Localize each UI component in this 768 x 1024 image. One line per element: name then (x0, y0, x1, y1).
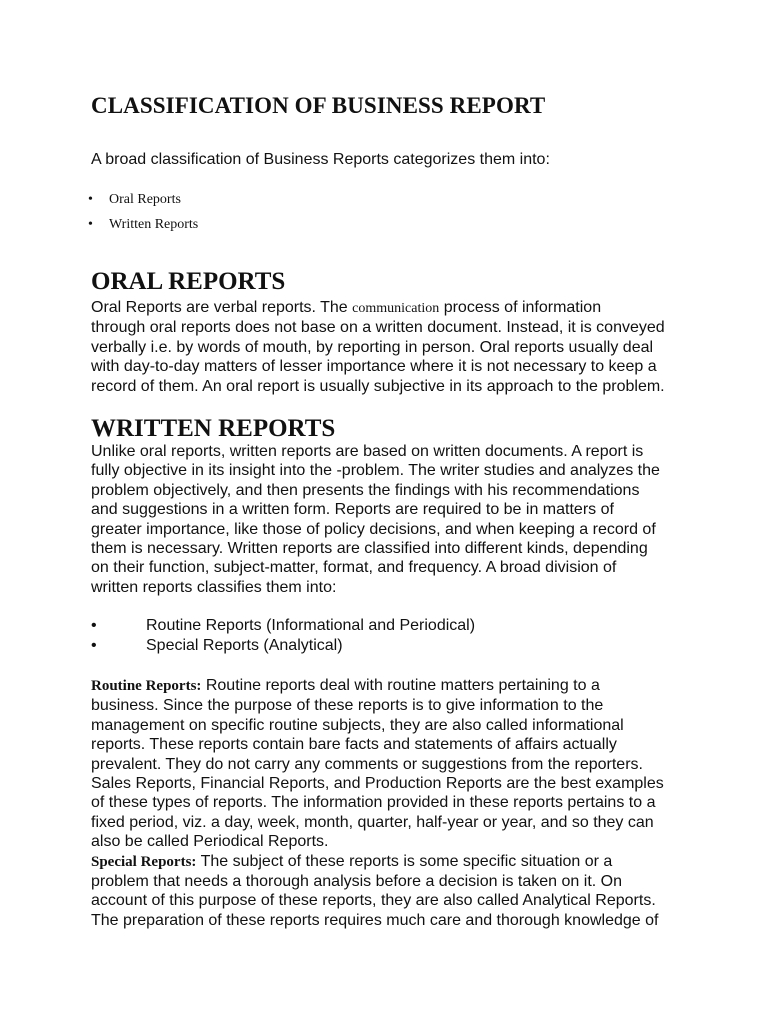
paragraph-line: Unlike oral reports, written reports are based on written documents. A report is (91, 443, 644, 460)
list-item-label: Special Reports (Analytical) (146, 637, 343, 654)
paragraph-line: greater importance, like those of policy decisions, and when keeping a record of (91, 520, 656, 538)
intro-paragraph: A broad classification of Business Reports categorizes them into: (91, 151, 550, 168)
written-report-kinds-list (91, 616, 475, 656)
paragraph-line: problem that needs a thorough analysis before a decision is taken on it. On (91, 873, 622, 891)
line-text: process of information (439, 299, 602, 316)
written-reports-heading: WRITTEN REPORTS (91, 415, 336, 442)
list-item (91, 616, 475, 636)
paragraph-line: on their function, subject-matter, format, and frequency. A broad division of (91, 559, 617, 577)
list-item (88, 190, 198, 215)
oral-reports-paragraph (91, 298, 691, 396)
line-text: Oral Reports are verbal reports. The (91, 299, 353, 316)
paragraph-line: fixed period, viz. a day, week, month, quarter, half-year or year, and so they can (91, 813, 654, 831)
paragraph-line: and suggestions in a written form. Reports are required to be in matters of (91, 501, 614, 519)
paragraph-line: record of them. An oral report is usually subjective in its approach to the problem. (91, 377, 665, 395)
paragraph-line: through oral reports does not base on a written document. Instead, it is conveyed (91, 319, 665, 337)
list-item-label: Oral Reports (109, 192, 181, 207)
paragraph-line: problem objectively, and then presents the findings with his recommendations (91, 481, 640, 499)
paragraph-line (91, 676, 691, 696)
paragraph-line: reports. These reports contain bare facts and statements of affairs actually (91, 736, 617, 754)
bullet-icon: • (91, 617, 97, 634)
routine-reports-paragraph (91, 676, 691, 930)
paragraph-line: with day-to-day matters of lesser importance where it is not necessary to keep a (91, 358, 657, 376)
list-item-label: Written Reports (109, 217, 199, 232)
paragraph-line: them is necessary. Written reports are classified into different kinds, depending (91, 540, 648, 558)
paragraph-line: fully objective in its insight into the -problem. The writer studies and analyzes the (91, 462, 660, 480)
bullet-icon: • (91, 637, 97, 654)
line-text: Routine reports deal with routine matters pertaining to a (201, 677, 600, 694)
paragraph-line: prevalent. They do not carry any comments or suggestions from the reporters. (91, 755, 643, 773)
paragraph-line (91, 298, 691, 318)
document-title: CLASSIFICATION OF BUSINESS REPORT (91, 93, 546, 118)
list-item-label: Routine Reports (Informational and Periodical) (146, 617, 476, 634)
routine-reports-label: Routine Reports: (91, 678, 202, 694)
special-reports-label: Special Reports: (91, 853, 197, 870)
bullet-icon: • (88, 192, 93, 207)
paragraph-line: of these types of reports. The information provided in these reports pertains to a (91, 794, 656, 812)
paragraph-line: verbally i.e. by words of mouth, by reporting in person. Oral reports usually deal (91, 338, 654, 356)
paragraph-line: also be called Periodical Reports. (91, 833, 329, 851)
paragraph-line: account of this purpose of these reports, they are also called Analytical Reports. (91, 892, 656, 910)
list-item (88, 215, 198, 240)
bullet-icon: • (88, 217, 93, 232)
paragraph-line: Sales Reports, Financial Reports, and Production Reports are the best examples (91, 775, 664, 793)
report-types-list (88, 190, 198, 240)
paragraph-line (91, 852, 691, 872)
paragraph-line: management on specific routine subjects, they are also called informational (91, 716, 624, 734)
oral-reports-heading: ORAL REPORTS (91, 268, 286, 295)
paragraph-line: business. Since the purpose of these reports is to give information to the (91, 697, 604, 715)
list-item (91, 636, 475, 656)
written-reports-paragraph (91, 442, 691, 597)
inline-term: communication (352, 301, 440, 316)
line-text: The subject of these reports is some specific situation or a (196, 852, 613, 870)
paragraph-line: written reports classifies them into: (91, 578, 337, 596)
paragraph-line: The preparation of these reports requires much care and thorough knowledge of (91, 911, 659, 929)
